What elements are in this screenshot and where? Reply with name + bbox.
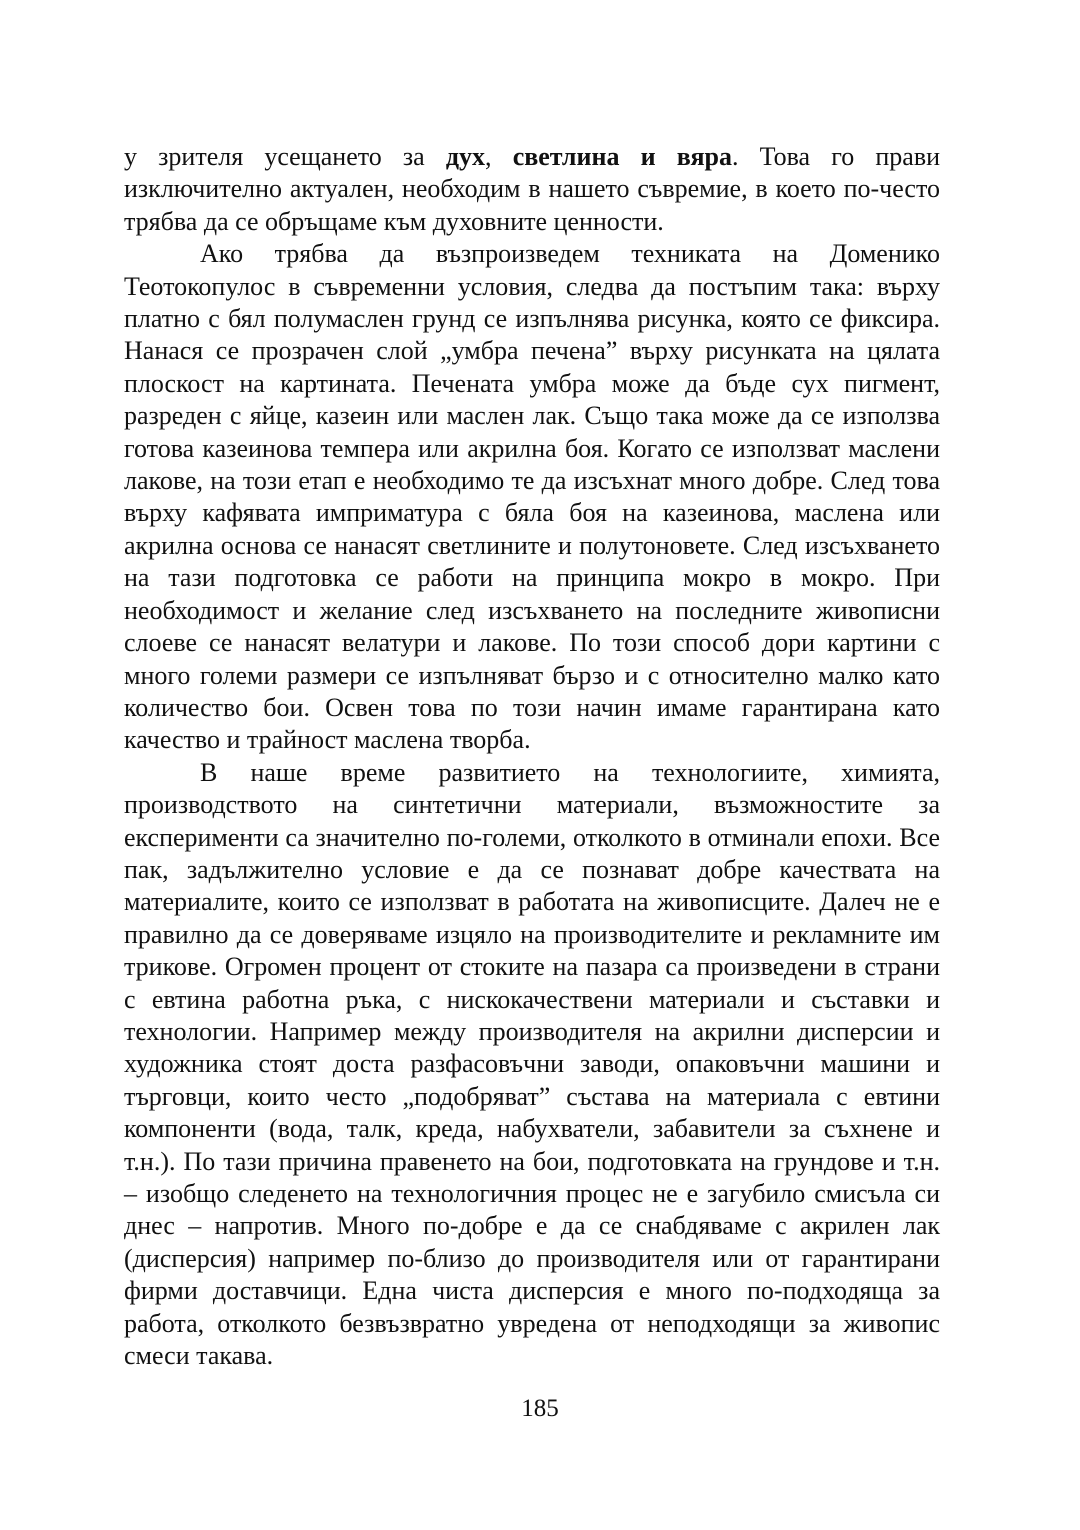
paragraph-technique: Ако трябва да възпроизведем техниката на Доменико Теотокопулос в съвременни условия, следва да постъпим така: върху платно с бял полумаслен грунд се изпълнява рисунка, която се фиксира. Нанася се прозрачен слой „умбра печена” върху рисунката на цялата плоскост на картината. Печената умбра може да бъде сух пигмент, разреден с яйце, казеин или маслен лак. Също така може да се използва готова казеинова темпера или акрилна боя. Когато се използват маслени лакове, на този етап е необходимо те да изсъхнат много добре. След това върху кафявата имприматура с бяла боя на казеинова, маслена или акрилна основа се нанасят светлините и полутоновете. След изсъхването на тази подготовка се работи на принципа мокро в мокро. При необходимост и желание след изсъхването на последните живописни слоеве се нанасят велатури и лакове. По този способ дори картини с много големи размери се изпълняват бързо и с относително малко като количество бои. Освен това по този начин имаме гарантирана като качество и трайност маслена творба. <box>124 239 940 755</box>
page-number: 185 <box>521 1395 559 1422</box>
bold-term-spirit: дух <box>445 142 486 171</box>
paragraph-modern-times: В наше време развитието на технологиите, химията, производството на синтетични материали, възможностите за експерименти са значително по-големи, отколкото в отминали епохи. Все пак, задължително условие е да се познават добре качествата на материалите, които се използват в работата на живописците. Далеч не е правилно да се доверяваме изцяло на производителите и рекламните им трикове. Огромен процент от стоките на пазара са произведени в страни с евтина работна ръка, с нискокачествени материали и съставки и технологии. Например между производителя на акрилни дисперсии и художника стоят доста разфасовъчни заводи, опаковъчни машини и търговци, които често „подобряват” състава на материала с евтини компоненти (вода, талк, креда, набухватели, забавители за съхнене и т.н.). По тази причина правенето на бои, подготовката на грундове и т.н. – изобщо следенето на технологичния процес не е загубило смисъла си днес – напротив. Много по-добре е да се снабдяваме с акрилен лак (дисперсия) например по-близо до производителя или от гарантирани фирми доставчици. Една чиста дисперсия е много по-подходяща за работа, отколкото безвъзвратно увредена от неподходящи за живопис смеси такава. <box>124 757 940 1371</box>
paragraph-intro <box>124 141 940 238</box>
comma-separator: , <box>485 142 513 171</box>
paragraph-intro-end: . Това го прави изключително актуален, необходим в нашето съвремие, в което по-често трябва да се обръщаме към духовните ценности. <box>124 142 941 236</box>
bold-term-light-faith: светлина и вяра <box>512 142 732 171</box>
paragraph-intro-start: у зрителя усещането за <box>124 142 446 171</box>
page-body <box>124 141 940 1372</box>
